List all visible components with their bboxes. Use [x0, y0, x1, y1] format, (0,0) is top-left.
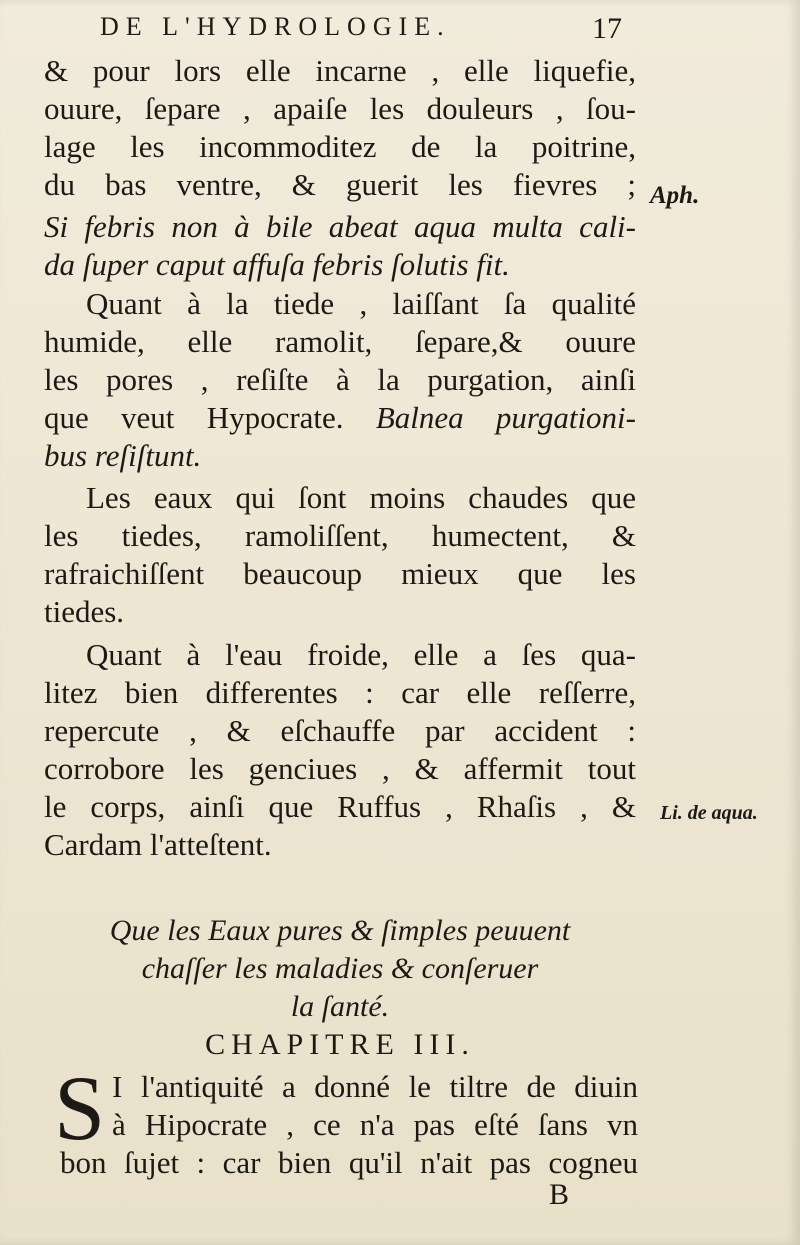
text-line: corrobore les genciues , & affermit tout [44, 751, 636, 786]
latin-quote-line: da ſuper caput affuſa febris ſolutis fit. [44, 247, 510, 282]
page-number: 17 [592, 12, 622, 45]
text-line: humide, elle ramolit, ſepare,& ouure [44, 324, 636, 359]
text-line: Cardam l'atteſtent. [44, 827, 272, 862]
text-line: Quant à la tiede , laiſſant ſa qualité [86, 286, 636, 321]
text-line: du bas ventre, & guerit les fievres ; [44, 167, 636, 202]
running-header: DE L'HYDROLOGIE. [100, 12, 451, 41]
section-title: chaſſer les maladies & conſeruer [141, 952, 539, 985]
text-line: lage les incommoditez de la poitrine, [44, 129, 636, 164]
text-line: Quant à l'eau froide, elle a ſes qua- [86, 637, 636, 672]
text-line: & pour lors elle incarne , elle liquefie, [44, 53, 636, 88]
margin-note-li-de-aqua: Li. de aqua. [660, 802, 758, 824]
latin-quote: Balnea purgationi- [375, 400, 636, 435]
latin-quote-line: Si febris non à bile abeat aqua multa cali- [44, 209, 636, 244]
text-line: rafraichiſſent beaucoup mieux que les [44, 556, 636, 591]
text-line: les pores , reſiſte à la purgation, ainſi [44, 362, 636, 397]
chapter-heading: CHAPITRE III. [205, 1028, 475, 1061]
text-line: bon ſujet : car bien qu'il n'ait pas cogneu [60, 1145, 638, 1180]
text-line: litez bien differentes : car elle reſſerre, [44, 675, 636, 710]
text-line: le corps, ainſi que Ruffus , Rhaſis , & [44, 789, 636, 824]
drop-cap: S [54, 1057, 106, 1159]
text-line: Les eaux qui ſont moins chaudes que [86, 480, 636, 515]
text-line: les tiedes, ramoliſſent, humectent, & [44, 518, 636, 553]
text-segment: que veut Hypocrate. [44, 400, 344, 435]
section-title: la ſanté. [290, 990, 390, 1023]
text-line [44, 399, 636, 437]
text-line: à Hipocrate , ce n'a pas eſté ſans vn [112, 1107, 638, 1142]
text-line: repercute , & eſchauffe par accident : [44, 713, 636, 748]
catchword: B [549, 1178, 570, 1211]
text-line: tiedes. [44, 594, 125, 629]
section-title: Que les Eaux pures & ſimples peuuent [109, 914, 571, 947]
text-line: I l'antiquité a donné le tiltre de diuin [112, 1069, 638, 1104]
text-line: ouure, ſepare , apaiſe les douleurs , ſou- [44, 91, 636, 126]
margin-note-aph: Aph. [650, 182, 700, 209]
latin-quote-line: bus reſiſtunt. [44, 438, 202, 473]
